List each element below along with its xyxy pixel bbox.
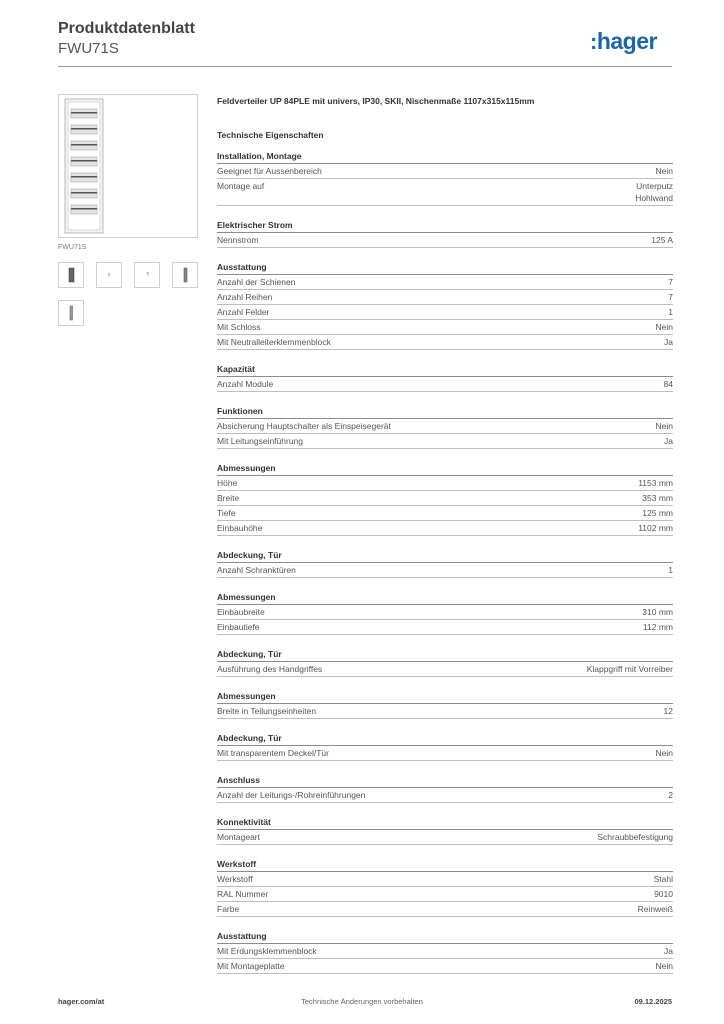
property-value: 125 mm bbox=[642, 508, 673, 518]
property-label: Einbautiefe bbox=[217, 622, 260, 632]
property-value: 7 bbox=[668, 277, 673, 287]
property-label: Breite in Teilungseinheiten bbox=[217, 706, 317, 716]
property-label: Mit Leitungseinführung bbox=[217, 436, 304, 446]
property-row bbox=[217, 605, 673, 620]
property-row bbox=[217, 902, 673, 917]
section-title: Installation, Montage bbox=[217, 150, 673, 164]
thumbnail-side[interactable] bbox=[172, 262, 198, 288]
page-title: Produktdatenblatt bbox=[58, 20, 195, 37]
property-value: 1 bbox=[668, 307, 673, 317]
header-divider bbox=[58, 66, 672, 67]
property-row bbox=[217, 434, 673, 449]
property-label: RAL Nummer bbox=[217, 889, 269, 899]
property-value: 9010 bbox=[654, 889, 673, 899]
property-row bbox=[217, 872, 673, 887]
property-value: 84 bbox=[663, 379, 673, 389]
thumbnail-dimension-front[interactable] bbox=[96, 262, 122, 288]
property-label: Geeignet für Aussenbereich bbox=[217, 166, 322, 176]
section-title: Abdeckung, Tür bbox=[217, 648, 673, 662]
property-value: Nein bbox=[655, 322, 673, 332]
property-label: Mit Schloss bbox=[217, 322, 261, 332]
section-title: Ausstattung bbox=[217, 261, 673, 275]
section-title: Anschluss bbox=[217, 774, 673, 788]
section-title: Kapazität bbox=[217, 363, 673, 377]
logo-mark: : bbox=[590, 29, 597, 54]
technical-properties-heading: Technische Eigenschaften bbox=[217, 130, 324, 140]
section-title: Elektrischer Strom bbox=[217, 219, 673, 233]
property-value: 1102 mm bbox=[638, 523, 673, 533]
property-label: Höhe bbox=[217, 478, 238, 488]
datasheet-content bbox=[217, 96, 673, 974]
property-label: Mit Neutralleiterklemmenblock bbox=[217, 337, 331, 347]
properties-table bbox=[217, 150, 673, 974]
product-code: FWU71S bbox=[58, 40, 119, 57]
property-row bbox=[217, 788, 673, 803]
property-row bbox=[217, 704, 673, 719]
property-row bbox=[217, 491, 673, 506]
property-row bbox=[217, 620, 673, 635]
cabinet-side-icon bbox=[175, 265, 195, 285]
property-row bbox=[217, 377, 673, 392]
dimension-drawing-icon bbox=[99, 265, 119, 285]
property-row bbox=[217, 662, 673, 677]
logo-text: hager bbox=[596, 28, 657, 54]
section-title: Abmessungen bbox=[217, 591, 673, 605]
property-label: Farbe bbox=[217, 904, 240, 914]
property-value: Stahl bbox=[653, 874, 673, 884]
property-label: Mit transparentem Deckel/Tür bbox=[217, 748, 329, 758]
property-value: 12 bbox=[663, 706, 673, 716]
property-row bbox=[217, 476, 673, 491]
property-label: Einbaubreite bbox=[217, 607, 265, 617]
footer-website[interactable]: hager.com/at bbox=[58, 997, 105, 1006]
property-row bbox=[217, 506, 673, 521]
property-row bbox=[217, 233, 673, 248]
section-title: Abdeckung, Tür bbox=[217, 549, 673, 563]
property-row bbox=[217, 290, 673, 305]
property-row bbox=[217, 830, 673, 845]
property-value: 2 bbox=[668, 790, 673, 800]
property-value: 112 mm bbox=[642, 622, 673, 632]
product-image[interactable] bbox=[58, 94, 198, 238]
property-label: Tiefe bbox=[217, 508, 236, 518]
property-row bbox=[217, 521, 673, 536]
property-label: Anzahl Felder bbox=[217, 307, 270, 317]
property-value: Reinweiß bbox=[637, 904, 673, 914]
property-label: Werkstoff bbox=[217, 874, 253, 884]
property-row bbox=[217, 275, 673, 290]
product-description: Feldverteiler UP 84PLE mit univers, IP30, SKII, Nischenmaße 1107x315x115mm bbox=[217, 96, 535, 106]
property-label: Ausführung des Handgriffes bbox=[217, 664, 323, 674]
property-row bbox=[217, 164, 673, 179]
property-value: 7 bbox=[668, 292, 673, 302]
property-row bbox=[217, 179, 673, 206]
property-value: Nein bbox=[655, 166, 673, 176]
hager-logo[interactable] bbox=[590, 28, 657, 55]
distribution-board-illustration bbox=[59, 95, 197, 237]
section-title: Werkstoff bbox=[217, 858, 673, 872]
property-value: Ja bbox=[664, 337, 673, 347]
thumbnail-front[interactable] bbox=[58, 262, 84, 288]
section-title: Funktionen bbox=[217, 405, 673, 419]
property-label: Anzahl Reihen bbox=[217, 292, 273, 302]
property-value: 1153 mm bbox=[638, 478, 673, 488]
property-row bbox=[217, 563, 673, 578]
property-value: Schraubbefestigung bbox=[597, 832, 673, 842]
property-label: Breite bbox=[217, 493, 240, 503]
property-label: Anzahl Schranktüren bbox=[217, 565, 296, 575]
property-row bbox=[217, 746, 673, 761]
property-row bbox=[217, 305, 673, 320]
section-title: Konnektivität bbox=[217, 816, 673, 830]
property-label: Mit Montageplatte bbox=[217, 961, 285, 971]
property-row bbox=[217, 887, 673, 902]
property-row bbox=[217, 335, 673, 350]
property-label: Montageart bbox=[217, 832, 260, 842]
property-value: Ja bbox=[664, 946, 673, 956]
property-row bbox=[217, 320, 673, 335]
property-row bbox=[217, 944, 673, 959]
property-label: Anzahl der Schienen bbox=[217, 277, 296, 287]
section-title: Abdeckung, Tür bbox=[217, 732, 673, 746]
property-value: Ja bbox=[664, 436, 673, 446]
property-label: Nennstrom bbox=[217, 235, 259, 245]
image-caption: FWU71S bbox=[58, 244, 87, 251]
footer-date: 09.12.2025 bbox=[634, 997, 672, 1006]
property-label: Einbauhöhe bbox=[217, 523, 263, 533]
property-value: Klappgriff mit Vorreiber bbox=[586, 664, 673, 674]
property-value: 310 mm bbox=[642, 607, 673, 617]
section-title: Ausstattung bbox=[217, 930, 673, 944]
property-value: Nein bbox=[655, 421, 673, 431]
property-label: Mit Erdungsklemmenblock bbox=[217, 946, 317, 956]
property-row bbox=[217, 419, 673, 434]
cabinet-open-icon bbox=[61, 303, 81, 323]
section-title: Abmessungen bbox=[217, 462, 673, 476]
property-value: Unterputz Hohlwand bbox=[635, 181, 673, 203]
property-value: 125 A bbox=[651, 235, 673, 245]
property-row bbox=[217, 959, 673, 974]
cabinet-front-icon bbox=[61, 265, 81, 285]
thumbnail-open[interactable] bbox=[58, 300, 84, 326]
property-label: Montage auf bbox=[217, 181, 265, 191]
dimension-drawing-icon bbox=[137, 265, 157, 285]
footer-note: Technische Änderungen vorbehalten bbox=[301, 997, 423, 1006]
property-label: Anzahl Module bbox=[217, 379, 274, 389]
section-title: Abmessungen bbox=[217, 690, 673, 704]
property-value: Nein bbox=[655, 748, 673, 758]
property-label: Anzahl der Leitungs-/Rohreinführungen bbox=[217, 790, 366, 800]
property-label: Absicherung Hauptschalter als Einspeisegerät bbox=[217, 421, 391, 431]
property-value: Nein bbox=[655, 961, 673, 971]
thumbnail-dimension-side[interactable] bbox=[134, 262, 160, 288]
property-value: 353 mm bbox=[642, 493, 673, 503]
property-value: 1 bbox=[668, 565, 673, 575]
